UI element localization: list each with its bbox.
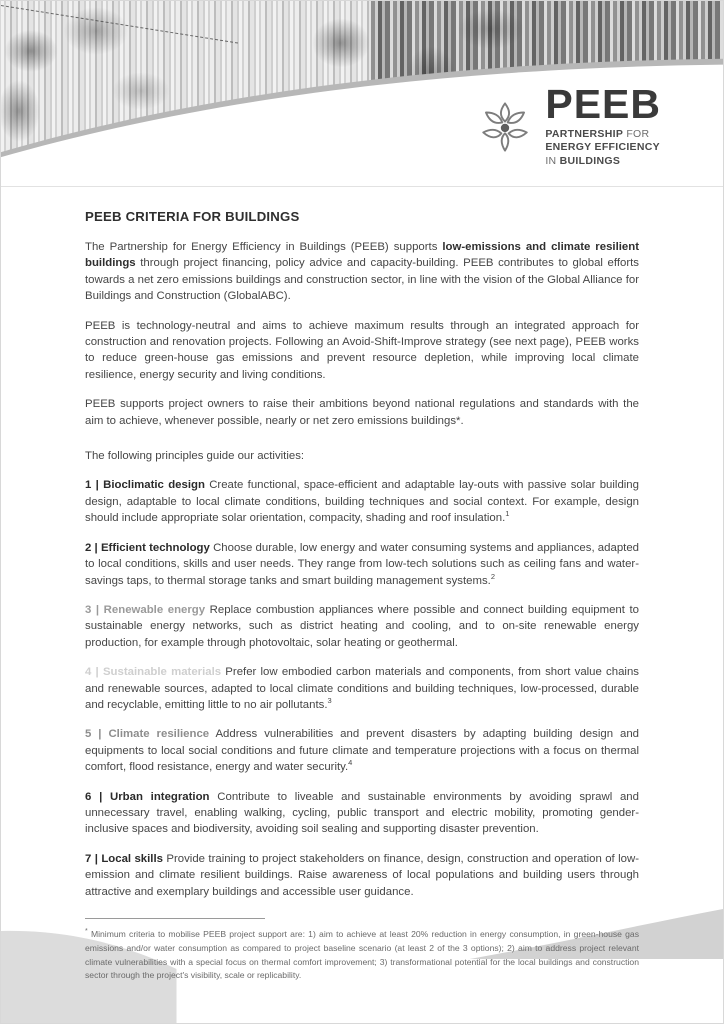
principle-body: Replace combustion appliances where possible and connect building equipment to sustainable energy networks, such as district heating and cooling, and to on-site renewable energy production, for example through photovoltaic, solar heating or geothermal. <box>85 603 639 649</box>
principle-heading <box>85 604 205 616</box>
footnote-section <box>1 918 723 983</box>
peeb-logo-text <box>545 80 661 168</box>
principle-body: Prefer low embodied carbon materials and components, from short value chains and renewable sources, adapted to local climate conditions and building techniques, low-processed, durable and recyclable, emitting little to no air pollutants. <box>85 666 639 711</box>
footnote-text <box>85 928 639 982</box>
principle-item <box>85 789 639 838</box>
principle-body: Provide training to project stakeholders on finance, design, construction and operation of low-emission and climate resilient buildings. Raise awareness of local populations and building users through attractive and exemplary buildings and accessible user guidance. <box>85 852 639 898</box>
principle-separator: | <box>91 479 104 492</box>
principle-name: Renewable energy <box>103 603 206 616</box>
intro-paragraph-2: PEEB is technology-neutral and aims to achieve maximum results through an integrated approach for construction and renovation projects. Following an Avoid-Shift-Improve strategy (see next page), PEEB works to reduce green-house gas emissions and prevent resource depletion, while improving local climate resilience, energy security and living conditions. <box>85 319 639 381</box>
principle-item <box>85 726 639 775</box>
tagline-in: IN <box>545 154 560 167</box>
peeb-flower-icon <box>476 98 534 156</box>
principle-footnote-ref: 3 <box>327 696 332 706</box>
principle-number: 7 <box>85 852 92 865</box>
principle-number: 6 <box>85 790 92 803</box>
principle-number: 3 <box>85 603 92 616</box>
principle-separator: | <box>91 603 104 616</box>
principle-item <box>85 664 639 713</box>
principle-name: Local skills <box>101 852 163 865</box>
intro-paragraph-1 <box>85 239 639 305</box>
principle-name: Sustainable materials <box>102 666 222 679</box>
principle-number: 2 <box>85 541 92 554</box>
tagline-buildings: BUILDINGS <box>559 154 621 167</box>
principle-body: Address vulnerabilities and prevent disasters by adapting building design and equipments to local social conditions and future climate and temperature projections with a focus on thermal comfort, flood resistance, energy and water security. <box>85 728 639 774</box>
footnote-separator-rule <box>85 918 265 919</box>
principle-body: Create functional, space-efficient and adaptable lay-outs with passive solar building design, adaptable to local climate conditions, building techniques and social context. For example, design should include appropriate solar orientation, compacity, shading and roof insulation. <box>85 479 639 525</box>
principle-name: Bioclimatic design <box>103 479 205 492</box>
principle-body: Choose durable, low energy and water consuming systems and appliances, adapted to local conditions, skills and user needs. They range from low-tech solutions such as ceiling fans and water-savings taps, to thermal storage tanks and smart building management systems. <box>85 541 639 587</box>
page-title: PEEB CRITERIA FOR BUILDINGS <box>85 209 300 224</box>
tagline-partnership: PARTNERSHIP <box>545 127 624 140</box>
header-banner <box>1 1 723 187</box>
principles-lead-in: The following principles guide our activities: <box>85 450 305 463</box>
principle-name: Urban integration <box>110 790 210 803</box>
principle-item <box>85 602 639 651</box>
principle-footnote-ref: 2 <box>490 571 496 581</box>
principle-body: Contribute to liveable and sustainable environments by avoiding sprawl and unnecessary travel, enabling walking, cycling, public transport and electric mobility, promoting gender-inclusive spaces and biodiversity, avoiding soil sealing and supporting disaster prevention. <box>85 790 639 836</box>
tagline-energy-efficiency: ENERGY EFFICIENCY <box>545 141 660 154</box>
footnote-body: Minimum criteria to mobilise PEEB project support are: 1) aim to achieve at least 20% reduction in energy consumption, in green-house gas emissions and/or water consumption as compared to project baseline scenario (at least 2 of the 3 options); 2) aim to address project relevant climate vulnerabilities with a special focus on thermal comfort improvement; 3) transformational potential for the local buildings and construction sector through the project's visibility, scale or replicability. <box>85 929 639 981</box>
principle-heading <box>85 853 163 865</box>
principle-number: 1 <box>85 479 92 492</box>
intro-p1-emphasis: low-emissions and climate resilient buildings <box>85 241 639 270</box>
principle-number: 4 <box>85 666 92 679</box>
principle-separator: | <box>91 790 111 803</box>
document-body <box>1 187 723 900</box>
principle-number: 5 <box>85 728 92 741</box>
principle-separator: | <box>91 541 101 554</box>
principle-separator: | <box>91 666 103 679</box>
principle-heading <box>85 542 210 554</box>
principle-footnote-ref: 4 <box>348 758 353 768</box>
intro-p1-part-a: The Partnership for Energy Efficiency in Buildings (PEEB) supports <box>85 241 443 253</box>
peeb-wordmark: PEEB <box>545 80 661 127</box>
principles-list <box>85 477 639 900</box>
principle-item <box>85 540 639 589</box>
principle-heading <box>85 666 221 678</box>
principle-heading <box>85 791 210 803</box>
tagline-for: FOR <box>623 127 650 140</box>
principle-item <box>85 851 639 900</box>
intro-p1-part-b: through project financing, policy advice and capacity-building. PEEB contributes to global efforts towards a net zero emissions buildings and construction sector, in line with the vision of the Global Alliance for Buildings and Construction (GlobalABC). <box>85 257 639 303</box>
peeb-logo <box>476 80 661 168</box>
intro-paragraph-3: PEEB supports project owners to raise their ambitions beyond national regulations and standards with the aim to achieve, whenever possible, nearly or net zero emissions buildings*. <box>85 398 639 427</box>
principle-footnote-ref: 1 <box>505 509 510 519</box>
principle-name: Efficient technology <box>100 541 210 554</box>
principle-item <box>85 477 639 526</box>
footnote-marker: * <box>85 928 88 936</box>
principle-name: Climate resilience <box>108 728 210 741</box>
peeb-tagline <box>545 128 661 168</box>
principle-heading <box>85 728 209 740</box>
principle-separator: | <box>91 852 102 865</box>
principle-separator: | <box>91 728 109 741</box>
principle-heading <box>85 479 205 491</box>
